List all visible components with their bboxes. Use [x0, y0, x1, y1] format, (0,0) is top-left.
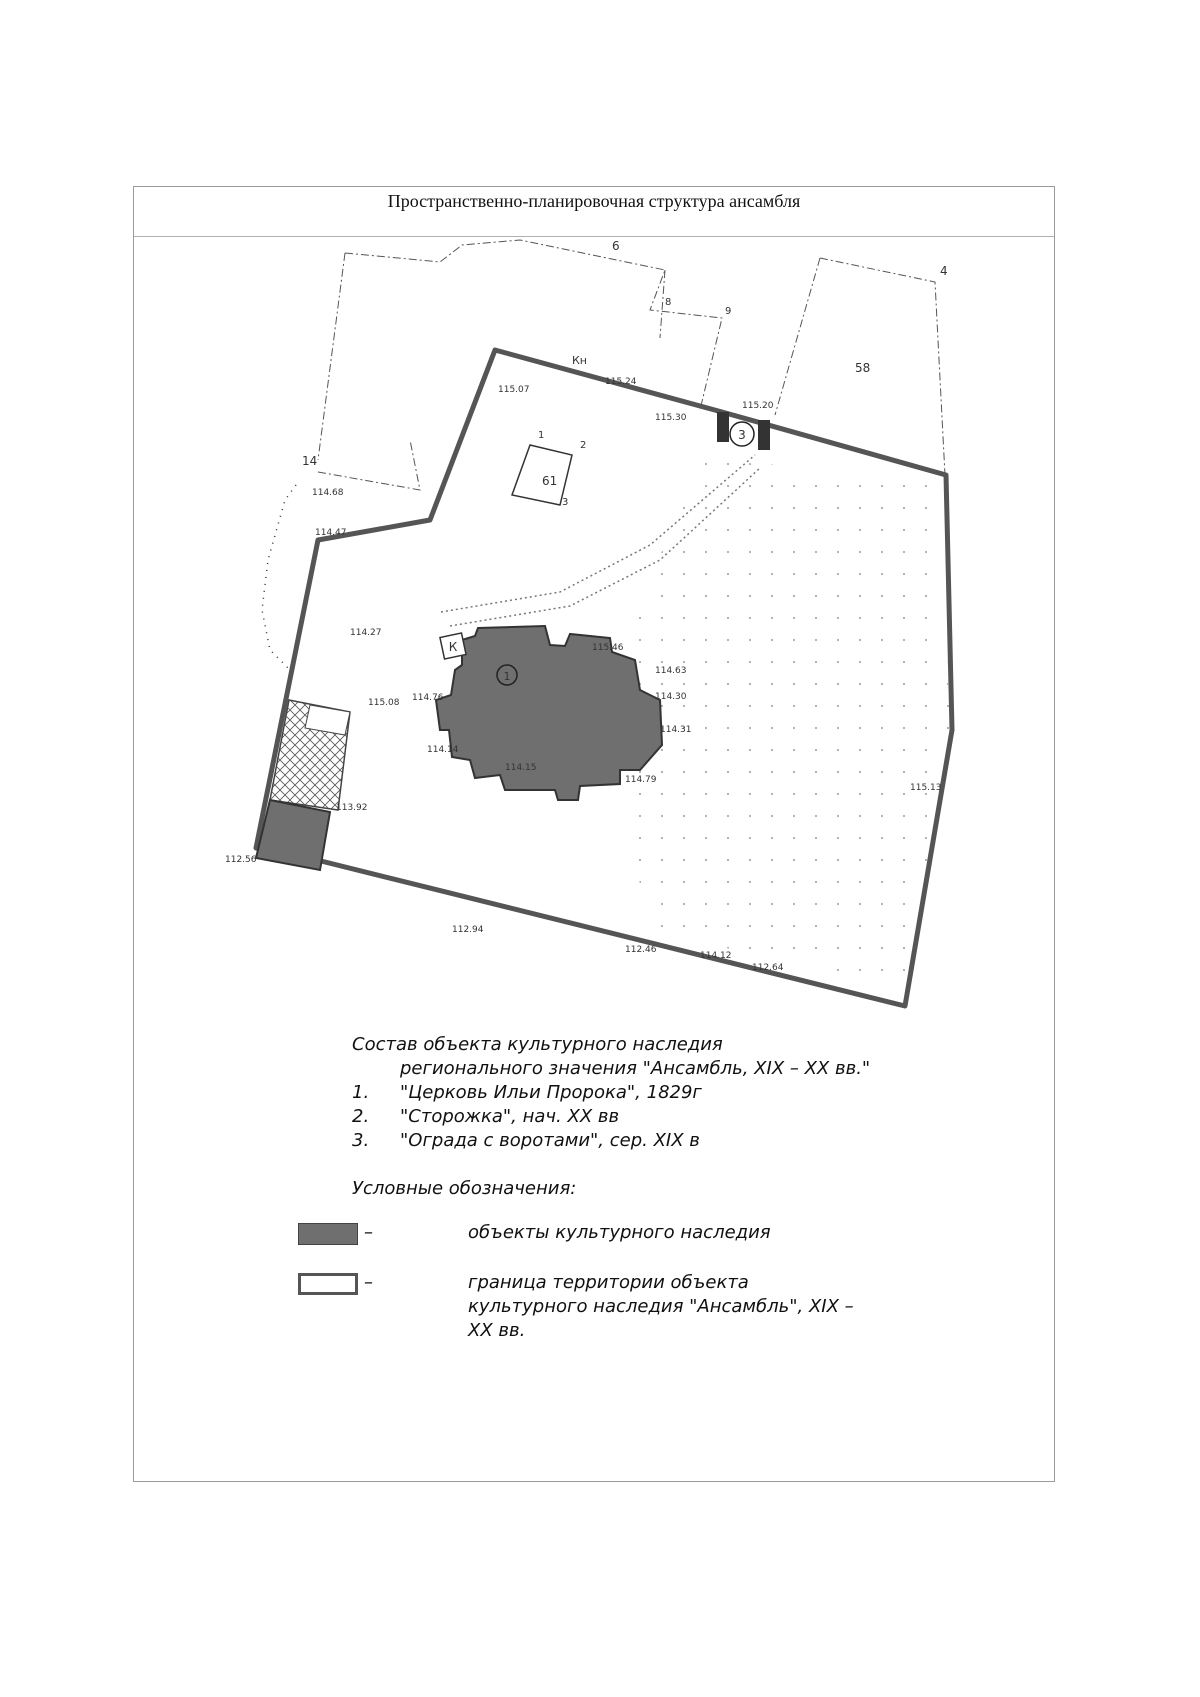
- annex-k-label: К: [448, 640, 458, 654]
- item-text: "Церковь Ильи Пророка", 1829г: [400, 1082, 702, 1103]
- svg-text:114.27: 114.27: [350, 628, 382, 638]
- svg-text:114.47: 114.47: [315, 528, 347, 538]
- building-61-label: 61: [542, 474, 558, 488]
- parcel-label-8: 8: [665, 297, 672, 308]
- legend: [352, 1033, 872, 1343]
- key-dash: –: [364, 1222, 373, 1243]
- mark-kn: Кн: [572, 354, 588, 367]
- svg-text:115.20: 115.20: [742, 401, 774, 411]
- composition-item: [352, 1129, 872, 1153]
- svg-text:115.46: 115.46: [592, 643, 624, 653]
- svg-text:115.08: 115.08: [368, 698, 400, 708]
- svg-text:115.07: 115.07: [498, 385, 530, 395]
- legend-key-boundary: [352, 1271, 872, 1343]
- item-number: 3.: [352, 1130, 370, 1151]
- svg-text:114.31: 114.31: [660, 725, 692, 735]
- parcel-label-14: 14: [302, 454, 318, 468]
- svg-text:113.92: 113.92: [336, 803, 368, 813]
- legend-key-heritage: [352, 1221, 872, 1251]
- cadastral-lines: [318, 240, 945, 490]
- svg-text:114.14: 114.14: [427, 745, 459, 755]
- item-number: 1.: [352, 1082, 370, 1103]
- heritage-swatch: [298, 1223, 358, 1245]
- corner-1: 1: [538, 430, 545, 441]
- svg-text:114.79: 114.79: [625, 775, 657, 785]
- composition-list: [352, 1081, 872, 1153]
- parcel-label-9: 9: [725, 306, 732, 317]
- composition-title: Состав объекта культурного наследия: [352, 1034, 723, 1055]
- page-title: Пространственно-планировочная структура ансамбля: [387, 191, 801, 211]
- svg-text:114.63: 114.63: [655, 666, 687, 676]
- object-marker-1-label: 1: [503, 670, 511, 683]
- svg-text:114.12: 114.12: [700, 951, 732, 961]
- item-text: "Ограда с воротами", сер. XIX в: [400, 1130, 700, 1151]
- symbols-title: Условные обозначения:: [352, 1178, 577, 1199]
- corner-3: 3: [562, 497, 569, 508]
- item-text: "Сторожка", нач. XX вв: [400, 1106, 620, 1127]
- key-text: объекты культурного наследия: [468, 1222, 771, 1243]
- svg-text:114.68: 114.68: [312, 488, 344, 498]
- fence-dots: [262, 485, 296, 670]
- key-text: граница территории объекта культурного наследия "Ансамбль", XIX – XX вв.: [468, 1272, 854, 1341]
- object-marker-3-label: 3: [738, 428, 746, 442]
- gate-block-left: [717, 412, 729, 442]
- parcel-label-58: 58: [855, 361, 871, 375]
- svg-text:112.64: 112.64: [752, 963, 784, 973]
- svg-text:115.13: 115.13: [910, 783, 942, 793]
- corner-2: 2: [580, 440, 587, 451]
- parcel-label-3: 4: [940, 264, 948, 278]
- svg-text:115.24: 115.24: [605, 377, 637, 387]
- boundary-swatch: [298, 1273, 358, 1295]
- svg-text:112.94: 112.94: [452, 925, 484, 935]
- svg-text:112.56: 112.56: [225, 855, 257, 865]
- parcel-label-6: 6: [612, 239, 620, 253]
- composition-item: [352, 1081, 872, 1105]
- svg-text:114.76: 114.76: [412, 693, 444, 703]
- lodge-footprint[interactable]: [256, 800, 330, 870]
- svg-text:114.15: 114.15: [505, 763, 537, 773]
- item-number: 2.: [352, 1106, 370, 1127]
- svg-text:114.30: 114.30: [655, 692, 687, 702]
- composition-subtitle: регионального значения "Ансамбль, XIX – XX вв.": [400, 1058, 871, 1079]
- composition-item: [352, 1105, 872, 1129]
- gate-block-right: [758, 420, 770, 450]
- svg-text:115.30: 115.30: [655, 413, 687, 423]
- svg-text:112.46: 112.46: [625, 945, 657, 955]
- key-dash: –: [364, 1272, 373, 1293]
